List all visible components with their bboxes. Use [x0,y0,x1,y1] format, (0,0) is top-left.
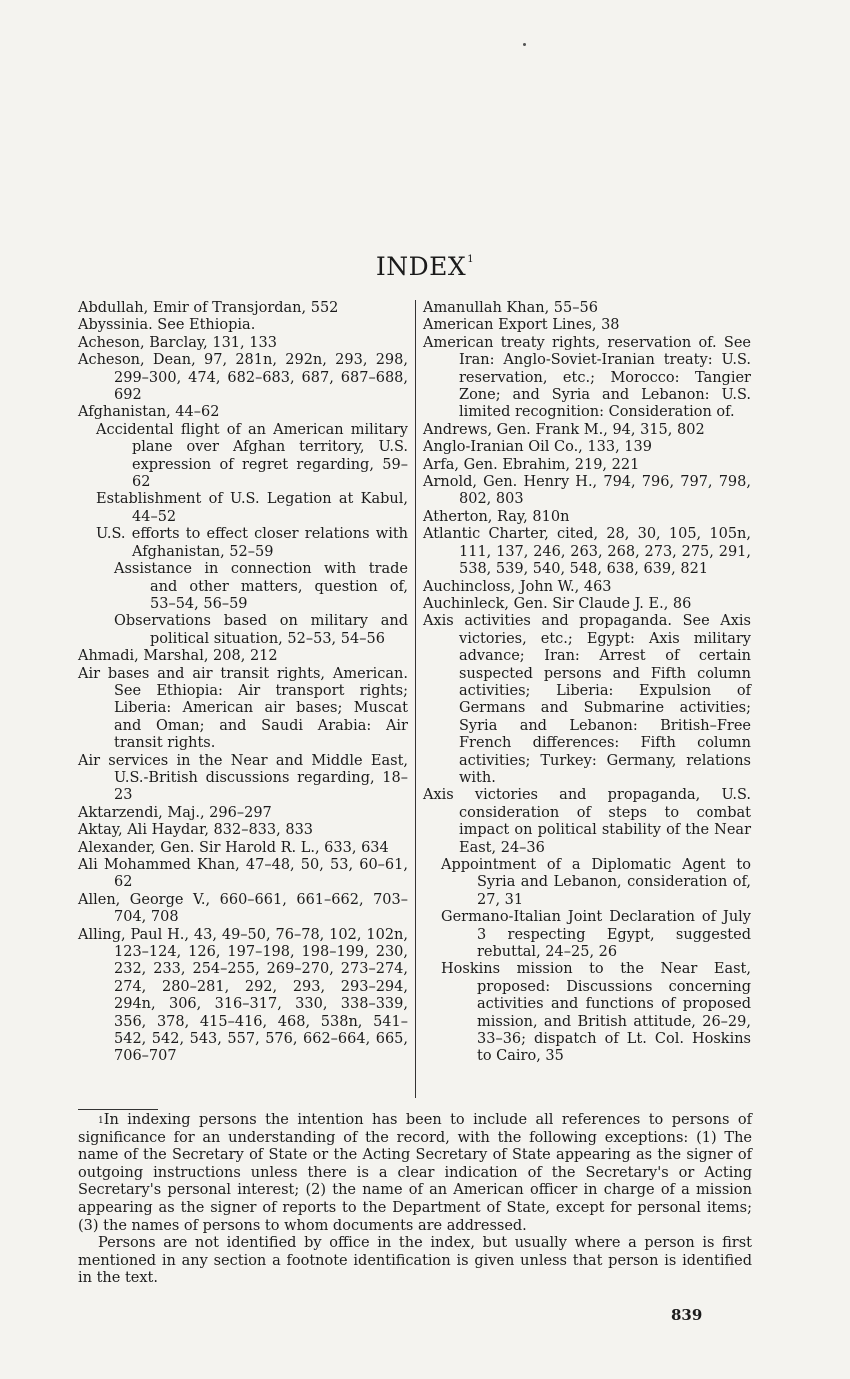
index-entry: Abyssinia. See Ethiopia. [78,317,256,334]
title-text: INDEX [375,252,467,281]
index-subsubentry: Assistance in connection with trade and other matters, question of, 53–54, 56–59 [114,561,408,612]
footnote-paragraph: Persons are not identified by office in the index, but usually where a person is first mentioned in any section a footnote identification is given unless that person is identified in the text. [78,1235,752,1287]
index-entry: Arfa, Gen. Ebrahim, 219, 221 [423,456,640,473]
footnote-text: In indexing persons the intention has been to include all references to persons of significance for an understanding of the record, with the following exceptions: (1) The name of the Secretary of State or the Acting Secretary of State appearing as the signer of outgoing instructions unless there is a clear indication of the Secretary's or Acting Secretary's personal interest; (2) the name of an American officer in charge of a mission appearing as the signer of reports to the Department of State, except for personal items; (3) the names of persons to whom documents are addressed. [78,1112,752,1234]
index-entry: Ali Mohammed Khan, 47–48, 50, 53, 60–61, 62 [78,857,408,891]
index-entry: Air bases and air transit rights, American. See Ethiopia: Air transport rights; Liberia: American air bases; Muscat and Oman; and Saudi Arabia: Air transit rights. [78,665,408,752]
index-entry: Andrews, Gen. Frank M., 94, 315, 802 [423,421,705,438]
index-subentry: Accidental flight of an American military plane over Afghan territory, U.S. expression of regret regarding, 59–62 [96,421,408,491]
index-entry: Aktarzendi, Maj., 296–297 [78,804,272,821]
index-entry: Aktay, Ali Haydar, 832–833, 833 [78,822,314,839]
footnote [78,1112,752,1288]
index-subentry: U.S. efforts to effect closer relations with Afghanistan, 52–59 [96,526,408,560]
index-entry: Acheson, Barclay, 131, 133 [78,334,277,351]
index-entry: Allen, George V., 660–661, 661–662, 703–704, 708 [78,891,408,926]
index-entry: American Export Lines, 38 [423,317,620,334]
index-entry: Air services in the Near and Middle East, U.S.-British discussions regarding, 18–23 [78,752,408,804]
index-entry: Arnold, Gen. Henry H., 794, 796, 797, 798, 802, 803 [423,474,751,508]
title-footnote-marker: 1 [467,254,475,265]
index-entry: Auchincloss, John W., 463 [423,578,612,595]
index-entry: Axis victories and propaganda, U.S. consideration of steps to combat impact on political stability of the Near East, 24–36 [423,787,751,856]
index-entry: Atherton, Ray, 810n [423,508,570,525]
index-entry: Abdullah, Emir of Transjordan, 552 [78,300,339,316]
index-subentry: Hoskins mission to the Near East, proposed: Discussions concerning activities and functions of proposed mission, and British attitude, 26–29, 33–36; dispatch of Lt. Col. Hoskins to Cairo, 35 [441,961,751,1065]
footnote-marker: 1 [98,1116,104,1126]
index-subentry: Germano-Italian Joint Declaration of July 3 respecting Egypt, suggested rebuttal, 24–25, 26 [441,909,751,961]
column-divider [415,300,416,1098]
index-entry: Alexander, Gen. Sir Harold R. L., 633, 634 [78,839,389,856]
index-entry: Acheson, Dean, 97, 281n, 292n, 293, 298, 299–300, 474, 682–683, 687, 687–688, 692 [78,352,408,404]
index-entry: American treaty rights, reservation of. See Iran: Anglo-Soviet-Iranian treaty: U.S. reservation, etc.; Morocco: Tangier Zone; and Syria and Lebanon: U.S. limited recognition: Consideration of. [423,334,751,421]
index-subentry: Establishment of U.S. Legation at Kabul, 44–52 [96,491,408,525]
index-column-left [78,300,408,1066]
index-entry: Amanullah Khan, 55–56 [423,300,598,316]
speck-mark [523,43,526,46]
footnote-paragraph [78,1112,752,1235]
index-entry: Alling, Paul H., 43, 49–50, 76–78, 102, 102n, 123–124, 126, 197–198, 198–199, 230, 232, 233, 254–255, 269–270, 273–274, 274, 280–281, 292, 293, 293–294, 294n, 306, 316–317, 330, 338–339, 356, 378, 415–416, 468, 538n, 541–542, 542, 543, 557, 576, 662–664, 665, 706–707 [78,926,408,1065]
index-subsubentry: Observations based on military and political situation, 52–53, 54–56 [114,613,408,647]
index-entry: Atlantic Charter, cited, 28, 30, 105, 105n, 111, 137, 246, 263, 268, 273, 275, 291, 538, 539, 540, 548, 638, 639, 821 [423,526,751,578]
page-title [0,252,850,281]
index-entry: Auchinleck, Gen. Sir Claude J. E., 86 [423,595,692,612]
index-entry: Axis activities and propaganda. See Axis victories, etc.; Egypt: Axis military advance; Iran: Arrest of certain suspected persons and Fifth column activities; Liberia: Expulsion of Germans and Submarine activities; Syria and Lebanon: British–Free French differences: Fifth column activities; Turkey: Germany, relations with. [423,613,751,786]
index-column-right [423,300,751,1066]
index-subentry: Appointment of a Diplomatic Agent to Syria and Lebanon, consideration of, 27, 31 [441,857,751,908]
index-entry: Afghanistan, 44–62 [78,404,220,421]
index-entry: Ahmadi, Marshal, 208, 212 [78,648,278,665]
index-entry: Anglo-Iranian Oil Co., 133, 139 [423,439,652,456]
footnote-rule [78,1109,158,1110]
page-number: 839 [671,1306,703,1324]
